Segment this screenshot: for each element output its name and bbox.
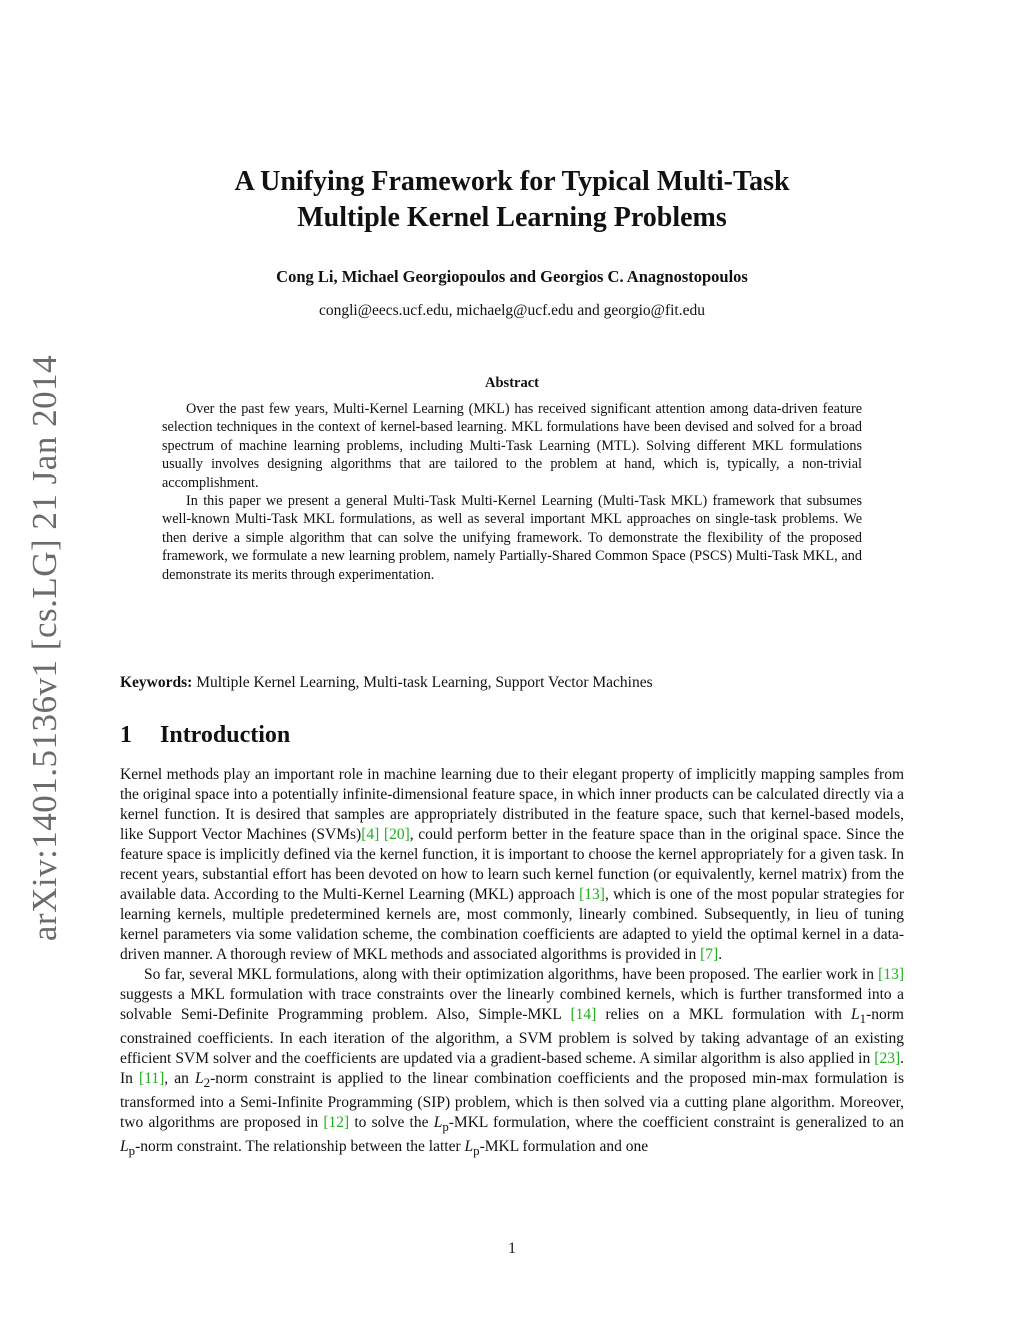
math-symbol: L <box>851 1006 860 1023</box>
author-emails: congli@eecs.ucf.edu, michaelg@ucf.edu and georgio@fit.edu <box>319 302 705 319</box>
section-title: Introduction <box>160 722 291 748</box>
introduction-body <box>120 765 904 1161</box>
math-subscript: p <box>473 1143 480 1159</box>
text-span: . In <box>120 1050 904 1088</box>
math-symbol: L <box>120 1138 129 1156</box>
text-span: -MKL formulation and one <box>479 1138 649 1156</box>
intro-paragraph-1 <box>120 765 904 965</box>
citation-link[interactable]: [20] <box>383 826 410 843</box>
paper-title-line-2: Multiple Kernel Learning Problems <box>297 202 727 233</box>
text-span: suggests a MKL formulation with trace constraints over the linearly combined kernels, which is further transformed into a solvable Semi-Definite Programming problem. Also, Simple-MKL <box>120 986 904 1023</box>
abstract-paragraph-1: Over the past few years, Multi-Kernel Learning (MKL) has received significant attention among data-driven feature selection techniques in the context of kernel-based learning. MKL formulations have been devised and solved for a broad spectrum of machine learning problems, including Multi-Task Learning (MTL). Solving different MKL formulations usually involves designing algorithms that are tailored to the problem at hand, which is, typically, a non-trivial accomplishment. <box>162 401 862 491</box>
citation-link[interactable]: [13] <box>878 966 904 983</box>
math-symbol: L <box>195 1070 204 1088</box>
keywords-text: Multiple Kernel Learning, Multi-task Learning, Support Vector Machines <box>196 674 653 691</box>
section-number: 1 <box>120 722 132 748</box>
math-subscript: p <box>128 1143 136 1159</box>
citation-link[interactable]: [23] <box>874 1050 901 1068</box>
text-span: , which is one of the most popular strategies for learning kernels, multiple predetermined kernels are, most commonly, linearly combined. Subsequently, in lieu of tuning kernel parameters via some validation scheme, the combination coefficients are adapted to yield the optimal kernel in a data-driven manner. A thorough review of MKL methods and associated algorithms is provided in <box>120 886 905 963</box>
intro-paragraph-2 <box>120 965 904 1161</box>
math-subscript: 2 <box>203 1075 211 1091</box>
abstract-heading: Abstract <box>485 375 539 391</box>
text-span: to solve the <box>349 1114 434 1132</box>
text-span: . <box>718 946 723 963</box>
text-span: -norm constrained coefficients. In each iteration of the algorithm, a SVM problem is solved by taking advantage of an existing efficient SVM solver and the coefficients are updated via a gradient-based scheme. A similar algorithm is also applied in <box>120 1006 904 1068</box>
math-subscript: p <box>442 1119 449 1135</box>
author-list: Cong Li, Michael Georgiopoulos and Georgios C. Anagnostopoulos <box>276 267 748 286</box>
text-span: , an <box>164 1070 196 1088</box>
paper-title <box>120 164 904 236</box>
section-heading-introduction <box>120 722 290 749</box>
abstract-paragraph-2: In this paper we present a general Multi-Task Multi-Kernel Learning (Multi-Task MKL) framework that subsumes well-known Multi-Task MKL formulations, as well as several important MKL approaches on single-task problems. We then derive a simple algorithm that can solve the unifying framework. To demonstrate the flexibility of the proposed framework, we formulate a new learning problem, namely Partially-Shared Common Space (PSCS) Multi-Task MKL, and demonstrate its merits through experimentation. <box>162 493 862 583</box>
citation-link[interactable]: [4] <box>361 826 380 843</box>
abstract-body <box>162 400 862 584</box>
keywords-label: Keywords: <box>120 674 193 691</box>
text-span: , could perform better in the feature space than in the original space. Since the feature space is implicitly defined via the kernel function, it is important to choose the kernel appropriately for a given task. In recent years, substantial effort has been devoted on how to learn such kernel function (or equivalently, kernel matrix) from the available data. According to the Multi-Kernel Learning (MKL) approach <box>120 826 904 903</box>
citation-link[interactable]: [7] <box>700 946 719 963</box>
text-span: relies on a MKL formulation with <box>596 1006 852 1023</box>
citation-link[interactable]: [13] <box>579 886 605 903</box>
text-span: -MKL formulation, where the coefficient constraint is generalized to an <box>448 1114 904 1132</box>
text-span: -norm constraint is applied to the linear combination coefficients and the proposed min-max formulation is transformed into a Semi-Infinite Programming (SIP) problem, which is then solved via a cutting plane algorithm. Moreover, two algorithms are proposed in <box>120 1070 904 1132</box>
text-span: -norm constraint. The relationship between the latter <box>135 1138 465 1156</box>
keywords-line <box>120 674 904 692</box>
citation-link[interactable]: [11] <box>139 1070 165 1088</box>
math-subscript: 1 <box>859 1011 867 1027</box>
arxiv-identifier-stamp: arXiv:1401.5136v1 [cs.LG] 21 Jan 2014 <box>25 354 64 942</box>
text-span: So far, several MKL formulations, along with their optimization algorithms, have been proposed. The earlier work in <box>144 966 879 983</box>
paper-title-line-1: A Unifying Framework for Typical Multi-Task <box>234 166 790 197</box>
math-symbol: L <box>464 1138 474 1156</box>
math-symbol: L <box>433 1114 443 1132</box>
text-span: Kernel methods play an important role in machine learning due to their elegant property of implicitly mapping samples from the original space into a potentially infinite-dimensional feature space, in which inner products can be calculated directly via a kernel function. It is desired that samples are appropriately distributed in the feature space, such that kernel-based models, like Support Vector Machines (SVMs) <box>120 766 904 843</box>
page-number: 1 <box>508 1240 516 1257</box>
citation-link[interactable]: [14] <box>570 1006 597 1023</box>
citation-link[interactable]: [12] <box>323 1114 350 1132</box>
